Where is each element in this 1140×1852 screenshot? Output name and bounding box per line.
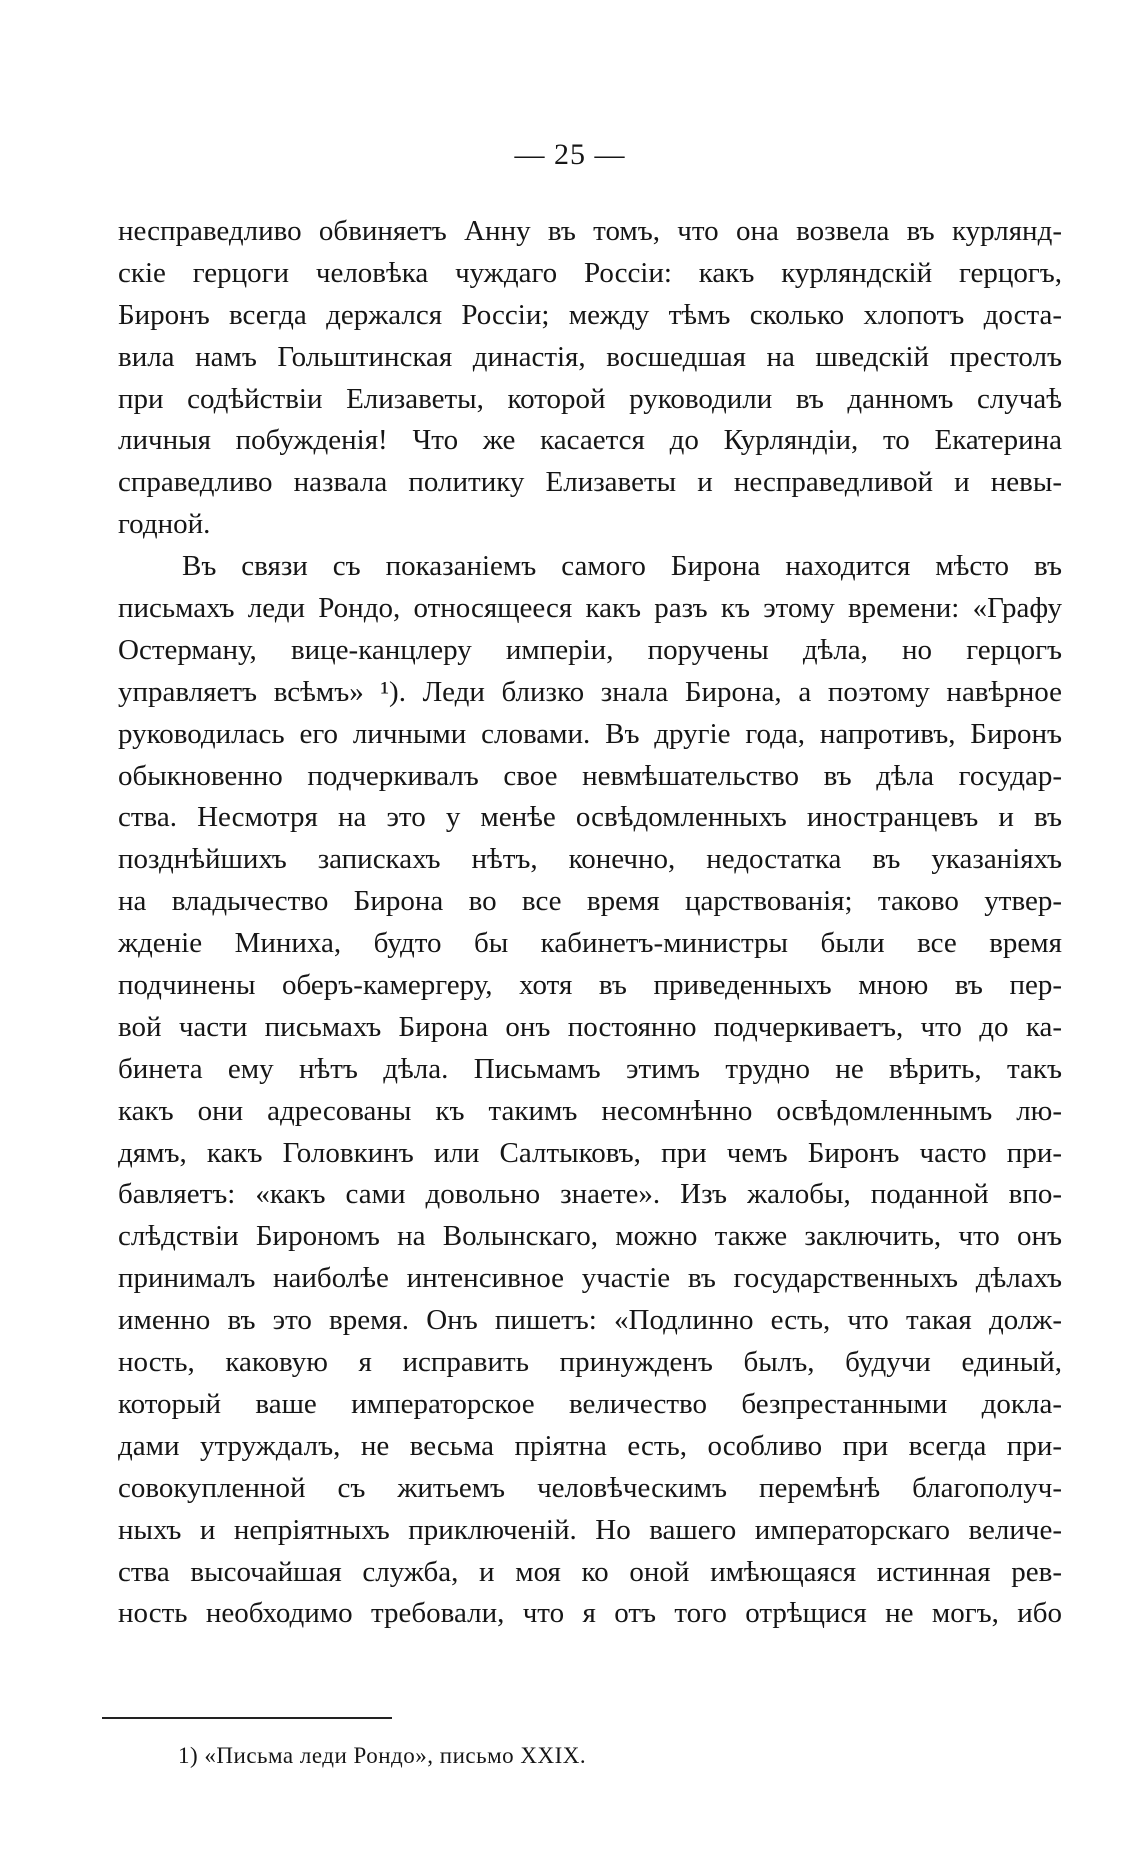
text-line: бавляетъ: «какъ сами довольно знаете». Изъ жалобы, поданной впо- [118,1178,1062,1211]
text-line: ныхъ и непріятныхъ приключеній. Но вашего императорскаго величе- [118,1513,1062,1546]
text-line: при содѣйствіи Елизаветы, которой руководили въ данномъ случаѣ [118,382,1062,415]
text-line: подчинены оберъ-камергеру, хотя въ приведенныхъ мною въ пер- [118,969,1062,1002]
text-line: Биронъ всегда держался Россіи; между тѣмъ сколько хлопотъ доста- [118,298,1062,331]
text-line: какъ они адресованы къ такимъ несомнѣнно освѣдомленнымъ лю- [118,1094,1062,1127]
text-line: ность, каковую я исправить принужденъ былъ, будучи единый, [118,1346,1062,1379]
text-line: справедливо назвала политику Елизаветы и несправедливой и невы- [118,466,1062,499]
text-line: бинета ему нѣтъ дѣла. Письмамъ этимъ трудно не вѣрить, такъ [118,1052,1062,1085]
text-line: Остерману, вице-канцлеру имперіи, поручены дѣла, но герцогъ [118,633,1062,666]
text-line: совокупленной съ житьемъ человѣческимъ перемѣнѣ благополуч- [118,1471,1062,1504]
text-line: именно въ это время. Онъ пишетъ: «Подлинно есть, что такая долж- [118,1304,1062,1337]
text-line: жденіе Миниха, будто бы кабинетъ-министры были все время [118,927,1062,960]
text-line: ства высочайшая служба, и моя ко оной имѣющаяся истинная рев- [118,1555,1062,1588]
text-line: годной. [118,508,211,541]
text-line: письмахъ леди Рондо, относящееся какъ разъ къ этому времени: «Графу [118,592,1062,625]
text-line: который ваше императорское величество безпрестанными доклa- [118,1387,1062,1420]
text-line: обыкновенно подчеркивалъ свое невмѣшательство въ дѣла государ- [118,759,1062,792]
text-line: слѣдствіи Бирономъ на Волынскаго, можно также заключить, что онъ [118,1220,1062,1253]
text-line: Въ связи съ показаніемъ самого Бирона находится мѣсто въ [182,550,1062,583]
text-line: дами утруждалъ, не весьма пріятна есть, особливо при всегда при- [118,1429,1062,1462]
text-line: вой части письмахъ Бирона онъ постоянно подчеркиваетъ, что до ка- [118,1010,1062,1043]
text-line: личныя побужденія! Что же касается до Курляндіи, то Екатерина [118,424,1062,457]
text-line: ность необходимо требовали, что я отъ того отрѣщися не могъ, ибо [118,1597,1062,1630]
footnote-divider [102,1717,392,1719]
text-line: управляетъ всѣмъ» ¹). Леди близко знала Бирона, а поэтому навѣрное [118,675,1062,708]
text-line: несправедливо обвиняетъ Анну въ томъ, что она возвела въ курлянд- [118,215,1062,247]
text-line: ства. Несмотря на это у менѣе освѣдомленныхъ иностранцевъ и въ [118,801,1062,834]
footnote: 1) «Письма леди Рондо», письмо XXIX. [178,1743,587,1768]
text-line: принималъ наиболѣе интенсивное участіе въ государственныхъ дѣлахъ [118,1262,1062,1295]
text-line: на владычество Бирона во все время царствованія; таково утвер- [118,885,1062,918]
text-line: руководилась его личными словами. Въ другіе года, напротивъ, Биронъ [118,717,1062,750]
text-line: вила намъ Гольштинская династія, восшедшая на шведскій престолъ [118,340,1062,373]
page-number: — 25 — [514,138,626,171]
text-line: позднѣйшихъ запискахъ нѣтъ, конечно, недостатка въ указаніяхъ [118,843,1062,876]
text-line: дямъ, какъ Головкинъ или Салтыковъ, при чемъ Биронъ часто при- [118,1136,1062,1169]
body-text [118,211,1062,1635]
text-line: скіе герцоги человѣка чуждаго Россіи: какъ курляндскій герцогъ, [118,256,1062,289]
